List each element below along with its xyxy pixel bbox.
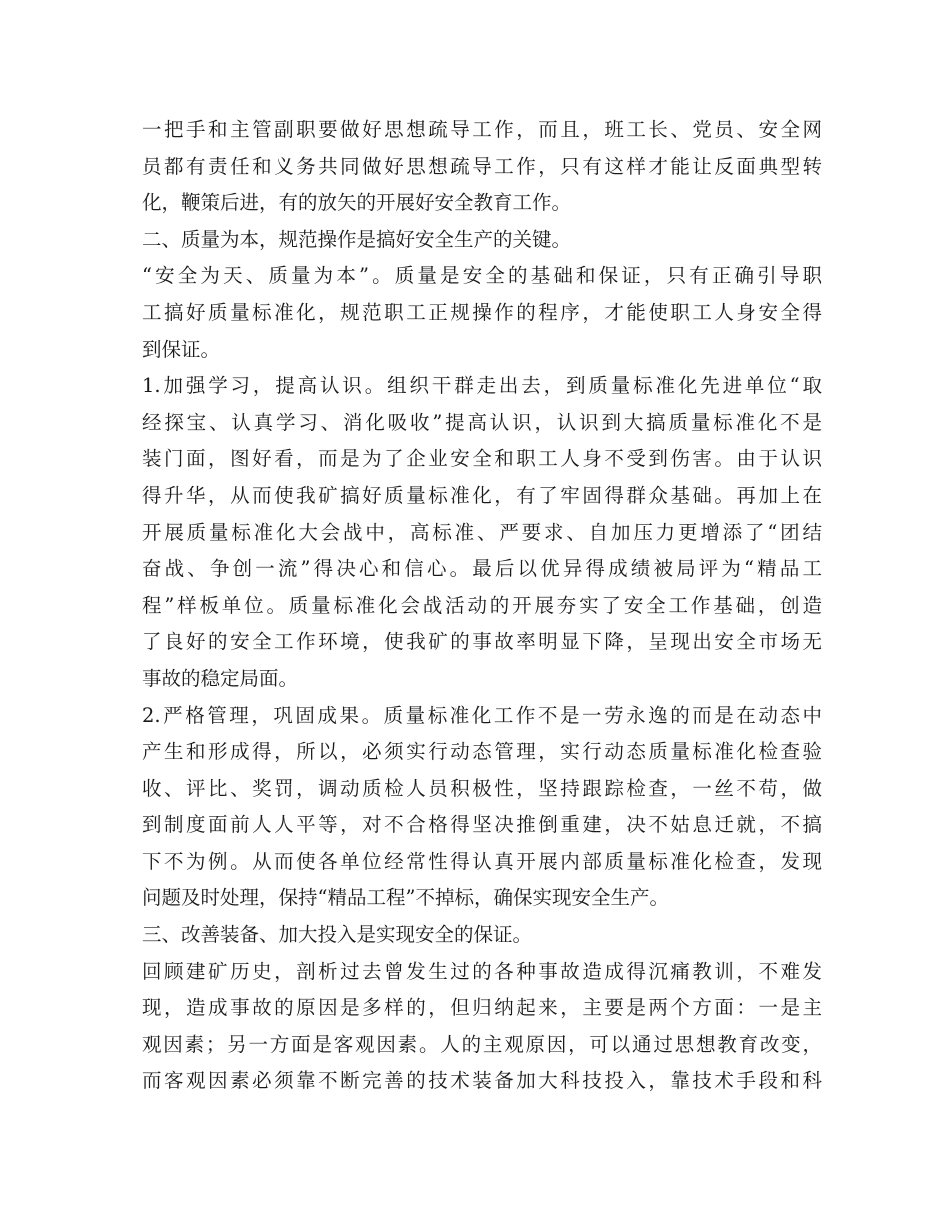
text-line: 下不为例。从而使各单位经常性得认真开展内部质量标准化检查，发现: [142, 849, 822, 873]
text-line: 化，鞭策后进，有的放矢的开展好安全教育工作。: [142, 191, 572, 215]
text-line: 2.严格管理，巩固成果。质量标准化工作不是一劳永逸的而是在动态中: [142, 703, 822, 727]
text-line: 开展质量标准化大会战中，高标准、严要求、自加压力更增添了“团结: [142, 520, 822, 544]
text-line: 经探宝、认真学习、消化吸收”提高认识，认识到大搞质量标准化不是: [142, 410, 822, 434]
text-line: 装门面，图好看，而是为了企业安全和职工人身不受到伤害。由于认识: [142, 447, 822, 471]
text-line: 1.加强学习，提高认识。组织干群走出去，到质量标准化先进单位“取: [142, 374, 822, 398]
text-line: 事故的稳定局面。: [142, 666, 299, 690]
text-line: 到制度面前人人平等，对不合格得坚决推倒重建，决不姑息迁就，不搞: [142, 813, 822, 837]
text-line: 工搞好质量标准化，规范职工正规操作的程序，才能使职工人身安全得: [142, 300, 822, 324]
text-line: 一把手和主管副职要做好思想疏导工作，而且，班工长、党员、安全网: [142, 118, 822, 141]
text-line: 而客观因素必须靠不断完善的技术装备加大科技投入，靠技术手段和科: [142, 1069, 822, 1093]
text-line: 员都有责任和义务共同做好思想疏导工作，只有这样才能让反面典型转: [142, 154, 822, 178]
text-line: 产生和形成得，所以，必须实行动态管理，实行动态质量标准化检查验: [142, 740, 822, 764]
text-line: 收、评比、奖罚，调动质检人员积极性，坚持跟踪检查，一丝不苟，做: [142, 776, 822, 800]
text-line: 回顾建矿历史，剖析过去曾发生过的各种事故造成得沉痛教训，不难发: [142, 959, 822, 983]
document-body: [142, 112, 822, 1100]
text-line: 了良好的安全工作环境，使我矿的事故率明显下降，呈现出安全市场无: [142, 630, 822, 654]
text-line: 二、质量为本，规范操作是搞好安全生产的关键。: [142, 227, 572, 251]
text-line: 程”样板单位。质量标准化会战活动的开展夯实了安全工作基础，创造: [142, 593, 822, 617]
text-line: 三、改善装备、加大投入是实现安全的保证。: [142, 923, 533, 947]
text-line: 到保证。: [142, 337, 221, 361]
text-line: “安全为天、质量为本”。质量是安全的基础和保证，只有正确引导职: [142, 264, 822, 288]
text-line: 得升华，从而使我矿搞好质量标准化，有了牢固得群众基础。再加上在: [142, 483, 822, 507]
text-line: 现，造成事故的原因是多样的，但归纳起来，主要是两个方面：一是主: [142, 996, 822, 1020]
text-line: 问题及时处理，保持“精品工程”不掉标，确保实现安全生产。: [142, 886, 669, 910]
text-line: 观因素；另一方面是客观因素。人的主观原因，可以通过思想教育改变，: [142, 1032, 822, 1056]
text-line: 奋战、争创一流”得决心和信心。最后以优异得成绩被局评为“精品工: [142, 557, 822, 581]
